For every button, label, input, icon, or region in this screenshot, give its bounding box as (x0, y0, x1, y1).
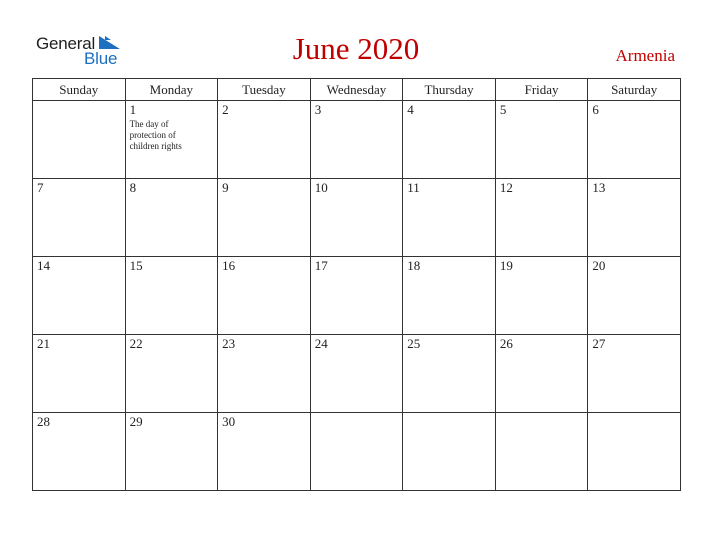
week-row (33, 335, 681, 413)
day-cell (33, 179, 126, 257)
day-cell (588, 335, 681, 413)
day-number: 6 (592, 102, 599, 117)
day-cell (495, 179, 588, 257)
day-cell (125, 335, 218, 413)
day-cell (33, 413, 126, 491)
weekday-header: Friday (495, 79, 588, 101)
day-cell (218, 335, 311, 413)
day-number: 27 (592, 336, 606, 351)
day-cell (310, 101, 403, 179)
day-number: 3 (314, 102, 322, 117)
day-number: 9 (222, 180, 229, 195)
day-number: 25 (407, 336, 421, 351)
day-number: 24 (314, 336, 328, 351)
day-number (588, 413, 680, 414)
day-number: 1 (129, 102, 137, 117)
day-cell (33, 101, 126, 179)
calendar-title: June 2020 (292, 31, 420, 66)
day-cell (125, 413, 218, 491)
day-number: 30 (222, 414, 236, 429)
day-number: 14 (37, 258, 50, 273)
calendar-grid (32, 78, 681, 491)
day-number (403, 413, 495, 414)
day-cell (33, 335, 126, 413)
day-number: 15 (129, 258, 143, 273)
day-cell (495, 257, 588, 335)
day-number: 12 (499, 180, 513, 195)
weekday-header: Thursday (403, 79, 496, 101)
day-number: 29 (129, 414, 143, 429)
day-cell (218, 257, 311, 335)
day-number: 19 (499, 258, 513, 273)
day-number: 8 (129, 180, 137, 195)
weekday-header: Monday (125, 79, 218, 101)
day-number: 10 (314, 180, 328, 195)
day-cell (218, 101, 311, 179)
day-number: 18 (407, 258, 421, 273)
weekday-header: Wednesday (310, 79, 403, 101)
day-number: 2 (222, 102, 229, 117)
weekday-header-row (33, 79, 681, 101)
day-number: 16 (222, 258, 236, 273)
day-cell (310, 257, 403, 335)
day-number: 23 (222, 336, 236, 351)
weekday-header: Saturday (588, 79, 681, 101)
day-number: 11 (407, 180, 420, 195)
day-cell (588, 413, 681, 491)
week-row (33, 179, 681, 257)
day-cell (588, 179, 681, 257)
day-number: 4 (407, 102, 414, 117)
day-cell (310, 179, 403, 257)
day-cell (218, 413, 311, 491)
day-number: 17 (314, 258, 328, 273)
day-cell (403, 335, 496, 413)
week-row (33, 413, 681, 491)
country-label: Armenia (615, 46, 675, 65)
day-number: 7 (37, 180, 44, 195)
day-number: 13 (592, 180, 606, 195)
day-number: 28 (37, 414, 50, 429)
week-row (33, 257, 681, 335)
week-row (33, 101, 681, 179)
day-cell (588, 101, 681, 179)
day-number: 20 (592, 258, 606, 273)
day-number (311, 413, 403, 414)
day-number: 21 (37, 336, 50, 351)
day-number: 5 (499, 102, 507, 117)
day-cell (310, 335, 403, 413)
day-cell (125, 101, 218, 179)
weekday-header: Tuesday (218, 79, 311, 101)
day-number (496, 413, 588, 414)
day-cell (125, 179, 218, 257)
day-cell (495, 335, 588, 413)
day-cell (310, 413, 403, 491)
day-cell (218, 179, 311, 257)
day-cell (403, 101, 496, 179)
day-cell (33, 257, 126, 335)
logo-word-blue: Blue (84, 49, 118, 68)
day-number: 26 (499, 336, 513, 351)
holiday-label: The day of protection of children rights (129, 119, 182, 151)
day-cell (588, 257, 681, 335)
day-number (33, 101, 125, 102)
day-cell (495, 101, 588, 179)
day-number: 22 (129, 336, 143, 351)
day-cell (403, 179, 496, 257)
weekday-header: Sunday (33, 79, 126, 101)
day-cell (403, 257, 496, 335)
day-cell (495, 413, 588, 491)
logo-word-general: General (36, 34, 96, 53)
day-cell (403, 413, 496, 491)
day-cell (125, 257, 218, 335)
